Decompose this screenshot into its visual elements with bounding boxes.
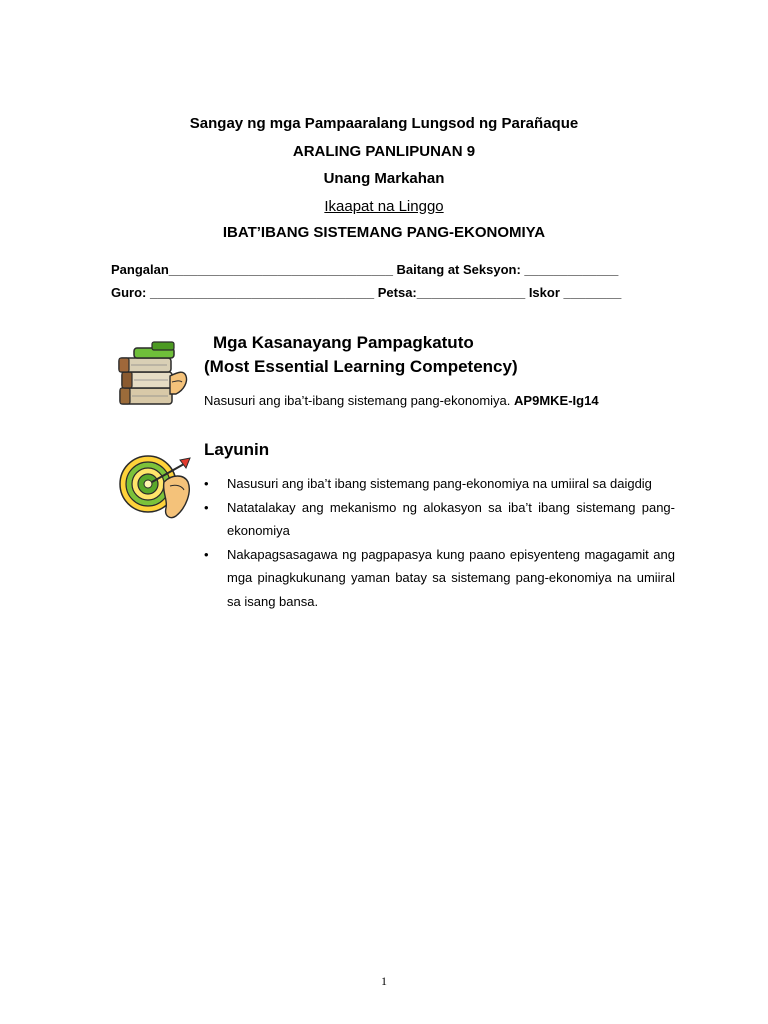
objective-item: [204, 472, 675, 496]
bullet: •: [204, 546, 209, 562]
topic-title: IBAT’IBANG SISTEMANG PANG-EKONOMIYA: [222, 224, 546, 241]
objective-text: Natatalakay ang mekanismo ng alokasyon sa iba’t ibang sistemang pang-ekonomiya: [227, 499, 675, 538]
objective-text: Nasusuri ang iba’t ibang sistemang pang-ekonomiya na umiiral sa daigdig: [227, 476, 652, 491]
objectives-title: Layunin: [204, 440, 270, 459]
competency-statement: [204, 393, 599, 408]
bullet: •: [204, 499, 209, 515]
week-title: Ikaapat na Linggo: [324, 198, 444, 215]
stack-of-books-icon: [112, 336, 190, 410]
objective-item: [204, 496, 675, 543]
objective-item: [204, 543, 675, 614]
division-title: Sangay ng mga Pampaaralang Lungsod ng Parañaque: [189, 115, 579, 132]
objective-text: Nakapagsasagawa ng pagpapasya kung paano episyenteng magagamit ang mga pinagkukunang yaman batay sa sistemang pang-ekonomiya na umiiral sa isang bansa.: [227, 546, 675, 609]
competency-title-line2: (Most Essential Learning Competency): [204, 357, 518, 376]
quarter-title: Unang Markahan: [323, 170, 445, 187]
student-info-row: Pangalan_______________________________ Baitang at Seksyon: _____________: [111, 262, 619, 277]
dart-target-icon: [114, 452, 198, 524]
competency-title-line1: Mga Kasanayang Pampagkatuto: [213, 333, 474, 352]
subject-title: ARALING PANLIPUNAN 9: [292, 143, 476, 160]
teacher-info-row: Guro: _______________________________ Petsa:_______________ Iskor ________: [111, 285, 622, 300]
bullet: •: [204, 476, 209, 491]
page-number: 1: [381, 974, 387, 988]
competency-code: AP9MKE-Ig14: [514, 393, 599, 408]
competency-text: Nasusuri ang iba’t-ibang sistemang pang-ekonomiya.: [204, 393, 511, 408]
objectives-list: [204, 472, 675, 613]
